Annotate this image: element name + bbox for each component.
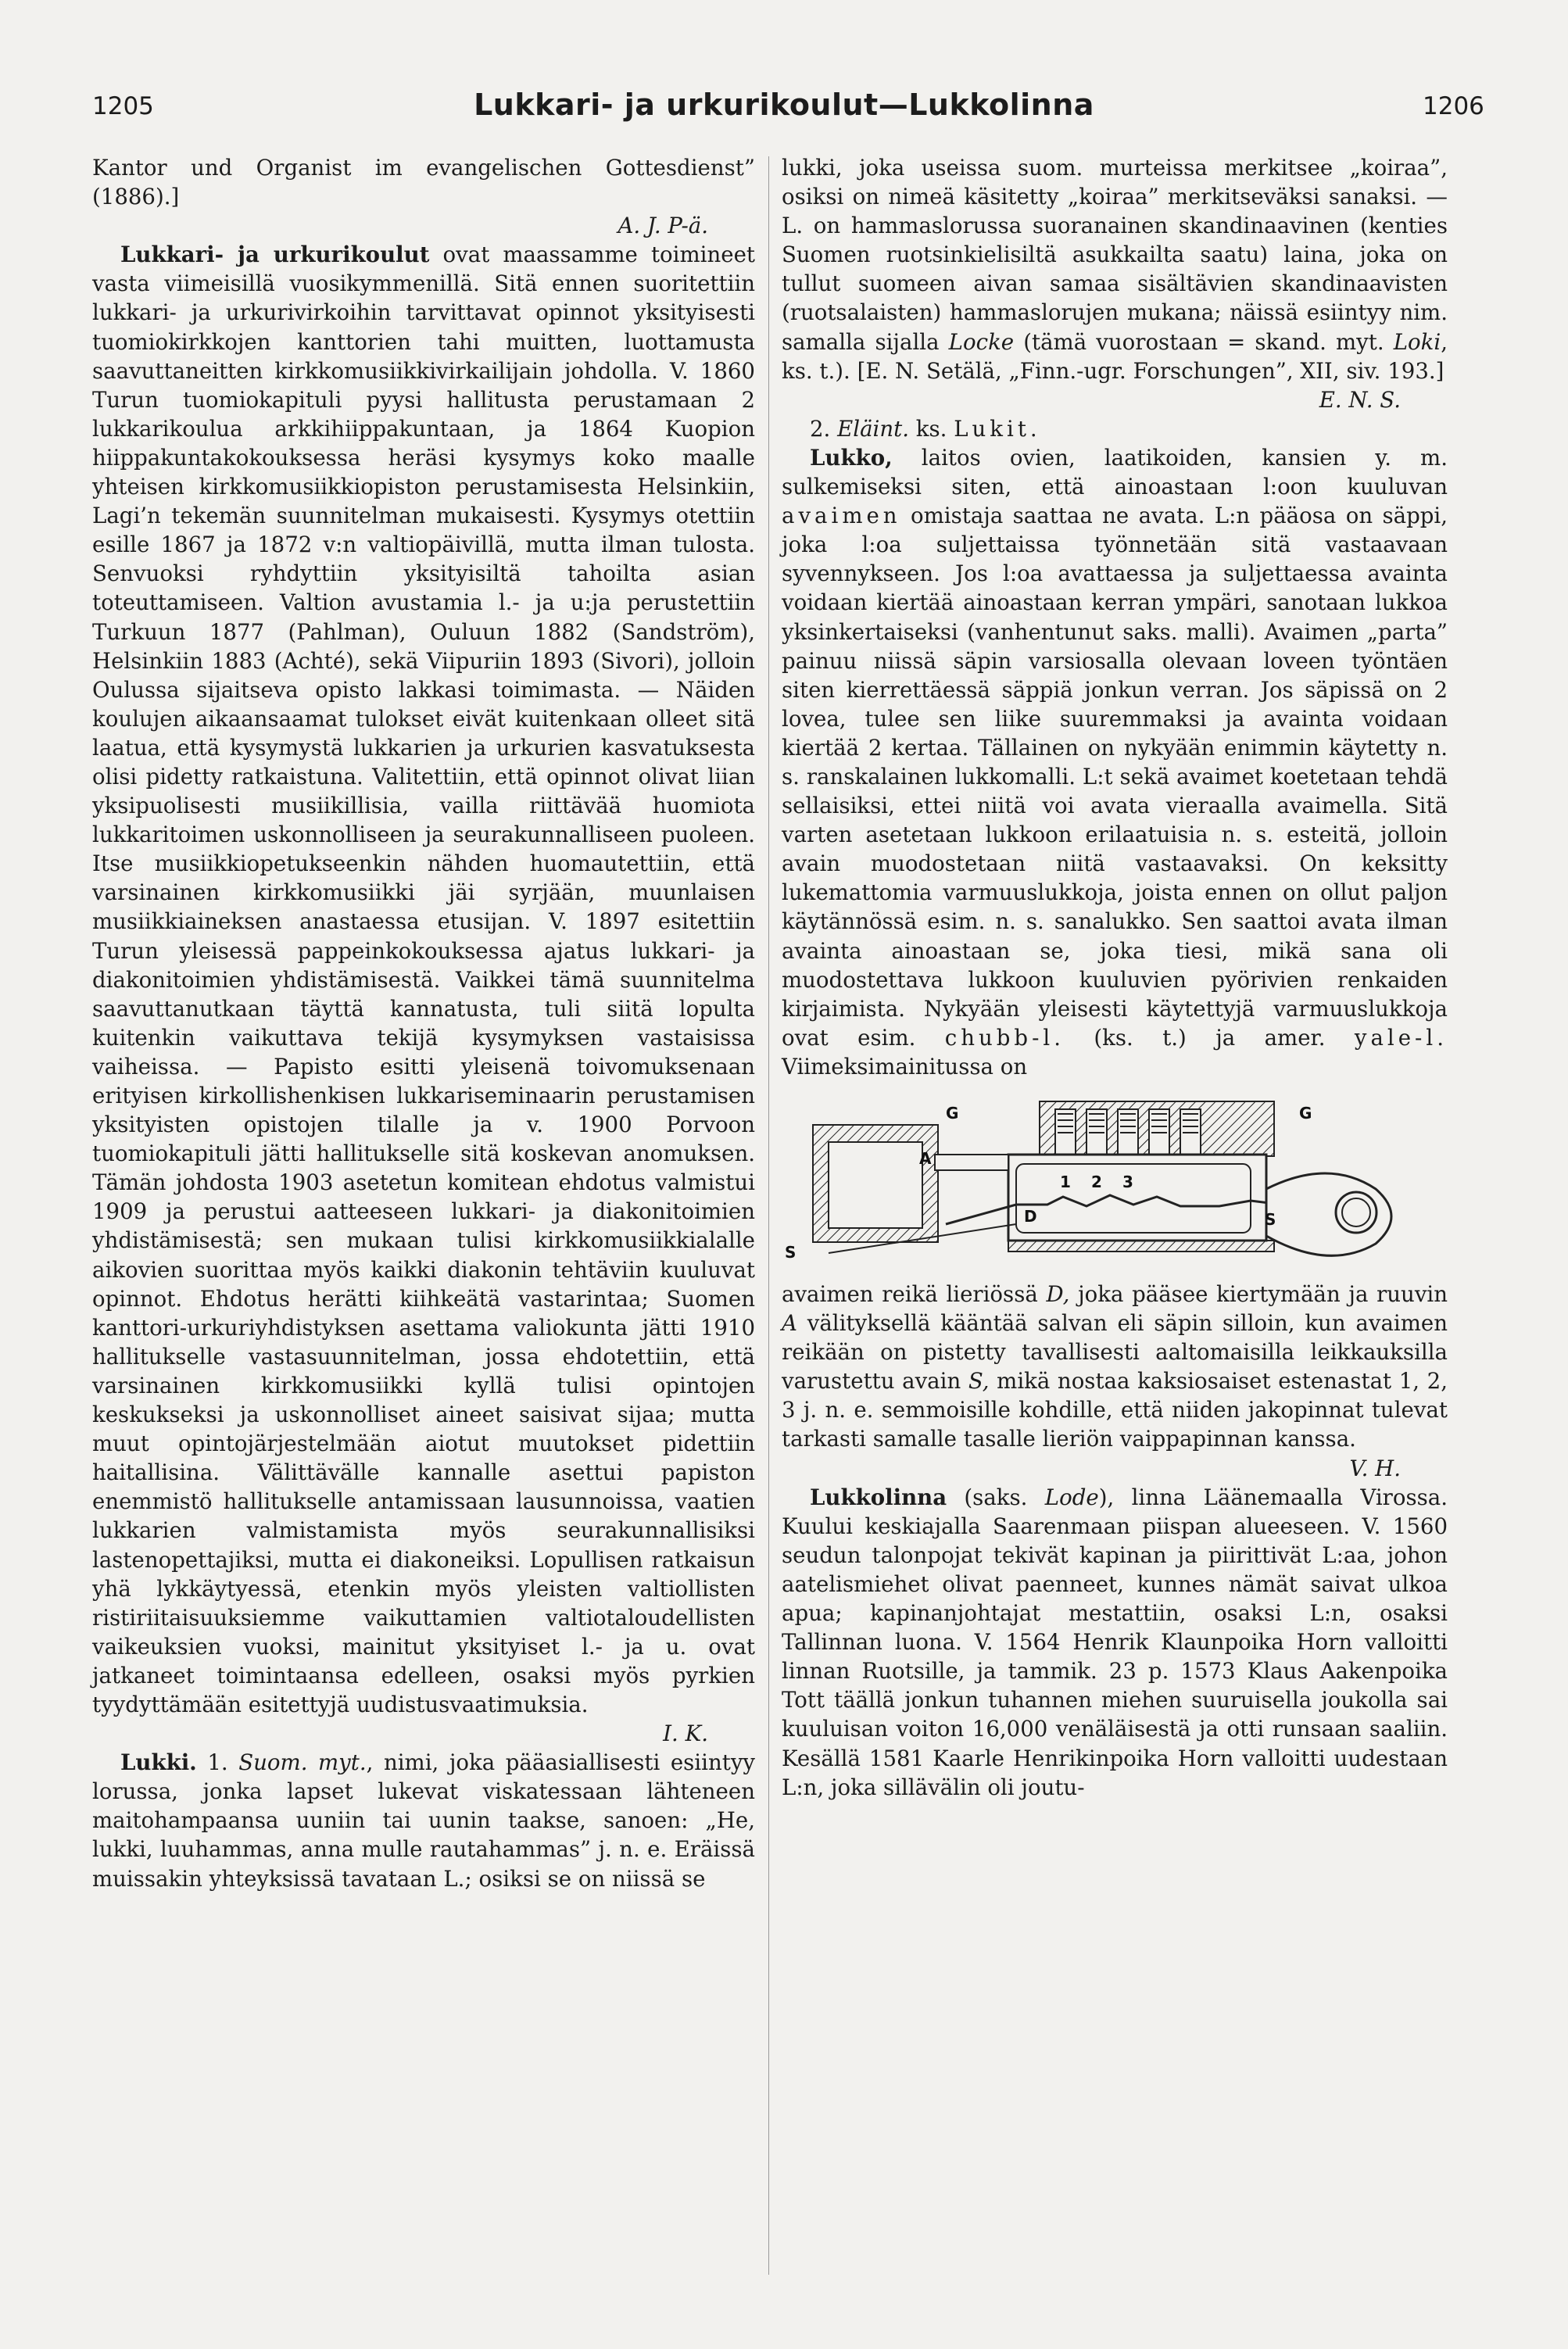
key-bow [1266,1173,1391,1255]
entry-lukkolinna [782,1483,1448,1802]
entry-text: avaimen reikä lieriössä [782,1281,1047,1307]
signature [92,211,755,240]
right-column [782,153,1448,1802]
entry-lukko [782,443,1448,1081]
running-title: Lukkari- ja urkurikoulut—Lukkolinna [474,88,1094,122]
sense-number: 2. [810,415,838,442]
entry-text: (tämä vuorostaan = skand. myt. [1014,328,1394,355]
entry-text: omistaja saattaa ne avata. L:n pääosa on säppi, joka l:oa suljettaissa työnnetään sitä vastaavaan syvennykseen. Jos l:oa avattaessa ja suljettaessa avainta voidaan kiertää ainoastaan kerran ympäri, sanotaan lukkoa yksinkertaiseksi (vanhentunut saks. malli). Avaimen „parta” painuu niissä säpin varsiosalla olevaan loveen työntäen siten kierrettäessä säppiä jonkun verran. Jos säpissä on 2 lovea, tulee sen liike suuremmaksi ja avainta voidaan kiertää 2 kertaa. Tällainen on nykyään enimmin käytetty n. s. ranskalainen lukkomalli. L:t sekä avaimet koetetaan tehdä sellaisiksi, ettei niitä voi avata vieraalla avaimella. Sitä varten asetetaan lukkoon erilaatuisia n. s. esteitä, jolloin avain muodostetaan niitä vastaavaksi. On keksitty lukemattomia varmuuslukkoja, joista ennen on ollut paljon käytännössä esim. n. s. sanalukko. Sen saattoi avata ilman avainta ainoastaan se, joka tiesi, mikä sana oli muodostettava lukkoon kuuluvien pyörivien renkaiden kirjaimista. Nykyään yleisesti käytettyjä varmuuslukkoja ovat esim. [782,503,1448,1051]
entry-text: joka pääsee kiertymään ja ruuvin [1069,1281,1448,1307]
entry-text: (ks. t.) ja amer. [1065,1024,1355,1051]
signature [782,385,1448,414]
entry-text: , ks. t.). [E. N. Setälä, „Finn.-ugr. Forschungen”, XII, siv. 193.] [782,328,1448,384]
signature [92,1719,755,1748]
entry-headword: Lukkari- ja urkurikoulut [120,242,430,268]
label-a: A [919,1149,932,1168]
entry-text: ), linna Läänemaalla Virossa. Kuului keskiajalla Saarenmaan piispan alueeseen. V. 1560 seudun talonpojat tekivät kapinan ja piirittivät L:aa, johon aatelismiehet olivat paenneet, kunnes nämät saivat ulkoa apua; kapinanjohtajat mestattiin, osaksi L:n, osaksi Tallinnan luona. V. 1564 Henrik Klaunpoika Horn valloitti linnan Ruotsille, ja tammik. 23 p. 1573 Klaus Aakenpoika Tott täällä jonkun tuhannen miehen suuruisella joukolla sai kuuluisan voiton 16,000 venäläisestä ja otti runsaan saaliin. Kesällä 1581 Kaarle Henrikinpoika Horn valloitti uudestaan L:n, joka sillävälin oli joutu- [782,1484,1448,1800]
screw-a [935,1155,1008,1170]
cross-reference: chubb-l. [944,1024,1065,1051]
left-column [92,153,755,1893]
symbol-d: D, [1046,1281,1070,1307]
cross-reference: Lukit. [954,415,1041,442]
sense-number: 1. [196,1749,239,1776]
symbol-s: S, [968,1368,990,1395]
yale-lock-svg [782,1087,1448,1275]
symbol-a: A [782,1310,797,1337]
lukki-continued [782,153,1448,385]
lukki-sense-2 [782,414,1448,443]
lock-housing-cavity [829,1142,922,1228]
kantor-reference [92,153,755,211]
running-header [0,88,1568,131]
entry-headword: Lukki. [120,1749,197,1776]
label-s-key: S [1265,1210,1276,1229]
yale-lock-diagram [782,1087,1448,1275]
page-number-right: 1206 [1423,92,1484,120]
label-pin-2: 2 [1091,1173,1102,1191]
lukko-continued [782,1280,1448,1454]
cylinder-base [1008,1241,1274,1251]
entry-text: ovat maassamme toimineet vasta viimeisillä vuosikymmenillä. Sitä ennen suoritettiin lukkari- ja urkurivirkoihin tarvittavat opinnot yksityisesti tuomiokirkkojen kanttorien tahi muitten, luottamusta saavuttaneitten kirkkomusiikkivirkailijain johdolla. V. 1860 Turun tuomiokapituli pyysi hallitusta perustamaan 2 lukkarikoulua arkkihiippakuntaan, ja 1864 Kuopion hiippakuntakokouksessa heräsi kysymys koko maalle yhteisen kirkkomusiikkiopiston perustamisesta Helsinkiin, Lagi’n tekemän suunnitelman mukaisesti. Kysymys otettiin esille 1867 ja 1872 v:n valtiopäivillä, mutta ilman tulosta. Senvuoksi ryhdyttiin yksityisiltä tahoilta asian toteuttamiseen. Valtion avustamia l.- ja u:ja perustettiin Turkuun 1877 (Pahlman), Ouluun 1882 (Sandström), Helsinkiin 1883 (Achté), sekä Viipuriin 1893 (Sivori), jolloin Oulussa sijaitseva opisto lakkasi toimimasta. — Näiden koulujen aikaansaamat tulokset eivät kuitenkaan olleet sitä laatua, että kysymystä lukkarien ja urkurien kasvatuksesta olisi pidetty ratkaistuna. Valitettiin, että opinnot olivat liian yksipuolisesti musiikillisia, vailla riittävää huomiota lukkaritoimen uskonnolliseen ja seurakunnalliseen puoleen. Itse musiikkiopetukseenkin nähden huomautettiin, että varsinainen kirkkomusiikki jäi syrjään, muunlaisen musiikkiaineksen anastaessa etusijan. V. 1897 esitettiin Turun yleisessä pappeinkokouksessa ajatus lukkari- ja diakonitoimien yhdistämisestä. Vaikkei tämä suunnitelma saavuttanutkaan täyttä kannatusta, tuli siitä lopulta kuitenkin vaikuttava tekijä kysymyksen vastaisissa vaiheissa. — Papisto esitti yleisenä toivomuksenaan erityisen kirkollishenkisen lukkariseminaarin perustamisen yksityisten opistojen tilalle ja v. 1900 Porvoon tuomiokapituli jätti hallitukselle sitä koskevan anomuksen. Tämän johdosta 1903 asetetun komitean ehdotus valmistui 1909 ja perustui aatteeseen lukkari- ja diakonitoimien yhdistämisestä; sen mukaan tulisi kirkkomusiikkialalle aikovien suorittaa myös kaikki diakonin tehtäviin kuuluvat opinnot. Ehdotus herätti kiihkeätä vastarintaa; Suomen kanttori-urkuriyhdistyksen asettama valiokunta jätti 1910 hallitukselle vastasuunnitelman, jossa ehdotettiin, että varsinainen kirkkomusiikki kyllä tulisi opintojen keskukseksi ja uskonnolliset aineet saisivat sijaa; mutta muut opintojärjestelmään aiotut muutokset pidettiin haitallisina. Välittävälle kannalle asettui papiston enemmistö hallitukselle antamissaan lausunnoissa, vaatien lukkarien valmistamista myös seurakunnallisiksi lastenopettajiksi, mutta ei diakoneiksi. Lopullisen ratkaisun yhä lykkäytyessä, etenkin myös yleisten valtiollisten ristiriitaisuuksiemme vaikuttamien valtiotaloudellisten vaikeuksien vuoksi, mainitut yksityiset l.- ja u. ovat jatkaneet toimintaansa edelleen, osaksi myös pyrkien tyydyttämään esitettyjä uudistusvaatimuksia. [92,242,755,1717]
cylinder-plug [1016,1164,1251,1233]
entry-text: lukki, joka useissa suom. murteissa merkitsee „koiraa”, osiksi on nimeä käsitetty „koiraa” merkitseväksi sanaksi. — L. on hammaslorussa suoranainen skandinaavinen (kenties Suomen ruotsinkielisiltä asukkailta saatu) laina, joka on tullut suomeen aivan samaa sisältävien skandinaavisten (ruotsalaisten) hammaslorujen mukana; näissä esiintyy nim. samalla sijalla [782,155,1448,355]
term-lode: Lode [1044,1484,1099,1510]
label-g-left: G [946,1104,959,1123]
entry-lukki [92,1748,755,1892]
entry-headword: Lukkolinna [810,1484,947,1510]
label-pin-1: 1 [1060,1173,1071,1191]
label-s-left: S [785,1243,797,1262]
signature-text: I. K. [663,1721,708,1747]
entry-text: , nimi, joka pääasiallisesti esiintyy lorussa, jonka lapset lukevat viskatessaan lähteneen maitohampaansa uuniin tai uunin taakse, sanoen: „He, lukki, luuhammas, anna mulle rautahammas” j. n. e. Eräissä muissakin yhteyksissä tavataan L.; osiksi se on niissä se [92,1749,755,1892]
entry-text: ks. [909,415,954,442]
page-number-left: 1205 [92,92,154,120]
entry-text: laitos ovien, laatikoiden, kansien y. m. sulkemiseksi siten, että ainoastaan l:oon kuuluvan [782,444,1448,500]
label-pin-3: 3 [1122,1173,1133,1191]
term-loki: Loki [1393,328,1441,355]
source-abbrev: Eläint. [837,415,909,442]
entry-lukkari-ja-urkurikoulut [92,240,755,1719]
label-d: D [1024,1207,1037,1226]
entry-text: mikä nostaa kaksiosaiset estenastat 1, 2, 3 j. n. e. semmoisille kohdille, että niiden jakopinnat tulevat tarkasti samalle tasalle lieriön vaippapinnan kanssa. [782,1368,1448,1452]
label-g-right: G [1299,1104,1312,1123]
kantor-reference-text: Kantor und Organist im evangelischen Gottesdienst” (1886).] [92,155,755,210]
signature-text: E. N. S. [1319,386,1401,413]
cross-reference: yale-l. [1354,1024,1448,1051]
signature [782,1454,1448,1483]
signature-text: A. J. P-ä. [618,213,708,239]
cross-reference: avaimen [782,503,901,529]
term-locke: Locke [948,328,1015,355]
entry-headword: Lukko, [810,444,893,471]
source-abbrev: Suom. myt. [238,1749,367,1776]
signature-text: V. H. [1349,1455,1401,1481]
entry-text: (saks. [947,1484,1045,1510]
column-divider [768,156,769,2275]
entry-text: Viimeksimainitussa on [782,1053,1028,1080]
entry-text: välityksellä kääntää salvan eli säpin silloin, kun avaimen reikään on pistetty tavallisesti aaltomaisilla leikkauksilla varustettu avain [782,1310,1448,1395]
